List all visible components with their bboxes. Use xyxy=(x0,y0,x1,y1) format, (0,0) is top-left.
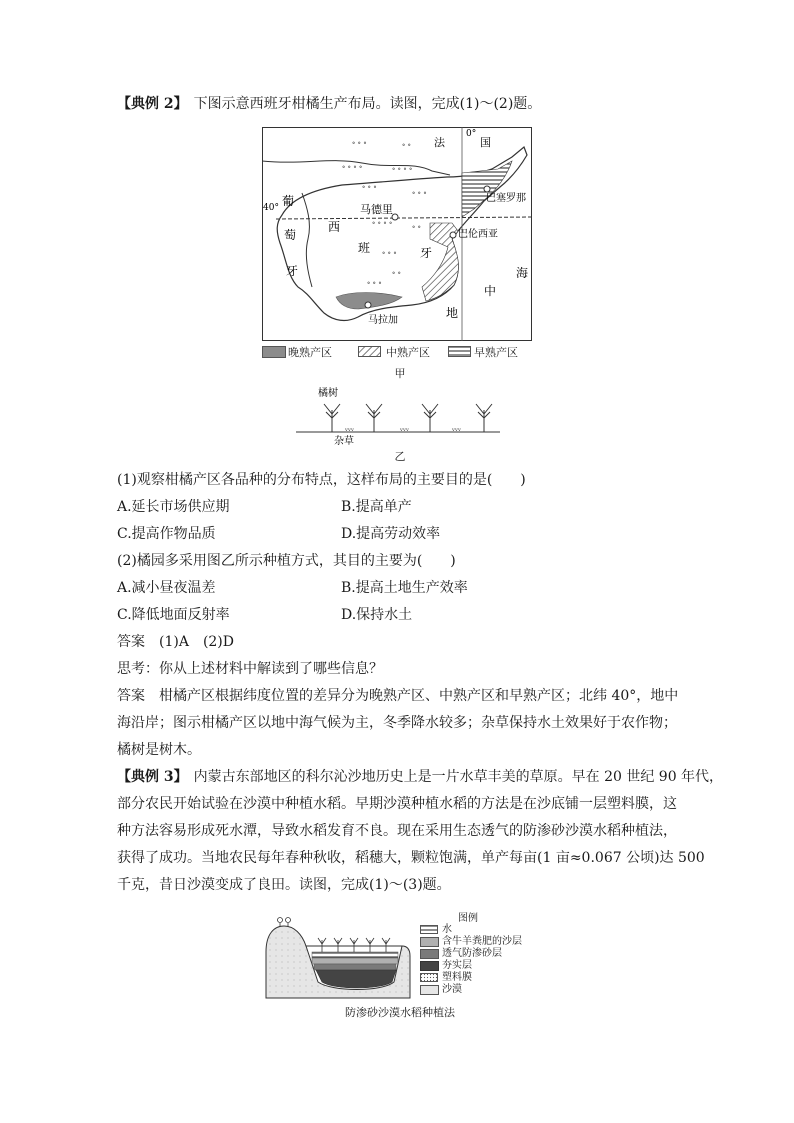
map-legend xyxy=(262,345,552,359)
label-barcelona: 巴塞罗那 xyxy=(486,193,526,204)
rice-legend-desert: 沙漠 xyxy=(442,984,462,995)
q1-stem: (1)观察柑橘产区各品种的分布特点，这样布局的主要目的是( ) xyxy=(117,472,526,488)
q1-option-c[interactable]: C.提高作物品质 xyxy=(117,526,216,542)
rice-legend-manure: 含牛羊粪肥的沙层 xyxy=(442,936,522,947)
svg-text:ᵥᵥᵥ: ᵥᵥᵥ xyxy=(400,424,409,433)
example3-line-3: 种方法容易形成死水潭，导致水稻发育不良。现在采用生态透气的防渗砂沙漠水稻种植法， xyxy=(117,823,677,839)
diagram-caption: 乙 xyxy=(394,450,406,463)
svg-text:ᐤ ᐤ: ᐤ ᐤ xyxy=(402,142,411,151)
example3-line-1 xyxy=(117,767,723,787)
example3-line-4: 获得了成功。当地农民每年春种秋收，稻穗大，颗粒饱满，单产每亩(1 亩≈0.067 公顷)达 500 xyxy=(117,850,705,866)
example2-heading xyxy=(117,94,541,114)
rice-legend-water: 水 xyxy=(442,924,452,935)
example3-line-2: 部分农民开始试验在沙漠中种植水稻。早期沙漠种植水稻的方法是在沙底铺一层塑料膜，这 xyxy=(117,796,677,812)
legend-early-label: 早熟产区 xyxy=(474,346,518,359)
spain-citrus-map xyxy=(262,127,532,341)
barcelona-dot xyxy=(484,186,490,192)
legend-late-swatch xyxy=(262,346,286,358)
svg-text:ᐤ ᐤ: ᐤ ᐤ xyxy=(412,224,421,233)
think-answer-1: 答案 柑橘产区根据纬度位置的差异分为晚熟产区、中熟产区和早熟产区；北纬 40°，地中 xyxy=(117,688,679,704)
svg-text:ᐤ ᐤ: ᐤ ᐤ xyxy=(392,270,401,279)
example3-text-1: 内蒙古东部地区的科尔沁沙地历史上是一片水草丰美的草原。早在 20 世纪 90 年代， xyxy=(193,769,724,785)
label-tao: 萄 xyxy=(284,228,297,242)
svg-text:ᐤ ᐤ ᐤ: ᐤ ᐤ ᐤ xyxy=(412,190,427,199)
svg-text:ᵥᵥᵥ: ᵥᵥᵥ xyxy=(345,424,354,433)
example3-tag: 【典例 3】 xyxy=(117,769,188,785)
svg-text:ᐤ ᐤ ᐤ ᐤ: ᐤ ᐤ ᐤ ᐤ xyxy=(342,164,363,173)
svg-text:ᐤ ᐤ ᐤ: ᐤ ᐤ ᐤ xyxy=(382,250,397,259)
label-ban: 班 xyxy=(358,241,371,255)
map-caption: 甲 xyxy=(394,367,406,380)
label-di: 地 xyxy=(446,306,459,320)
svg-text:ᵥᵥᵥ: ᵥᵥᵥ xyxy=(452,424,461,433)
rice-legend-compact: 夯实层 xyxy=(442,960,472,971)
grass-label: 杂草 xyxy=(334,436,354,446)
map-lon-label: 0° xyxy=(466,129,477,139)
q2-option-c[interactable]: C.降低地面反射率 xyxy=(117,607,230,623)
label-valencia: 巴伦西亚 xyxy=(458,229,498,240)
rice-legend xyxy=(420,924,540,996)
tree-label: 橘树 xyxy=(318,388,338,399)
rice-legend-title: 图例 xyxy=(458,913,478,924)
rice-legend-seepage: 透气防渗砂层 xyxy=(442,948,502,959)
map-lat-label: 40° xyxy=(263,203,279,213)
svg-text:ᐤ ᐤ ᐤ ᐤ: ᐤ ᐤ ᐤ ᐤ xyxy=(372,220,393,229)
label-ya-es: 牙 xyxy=(420,246,433,260)
rice-legend-film: 塑料膜 xyxy=(442,972,472,983)
rice-field-diagram xyxy=(262,912,412,1000)
q1-option-a[interactable]: A.延长市场供应期 xyxy=(117,499,230,515)
answer-line: 答案 (1)A (2)D xyxy=(117,634,234,650)
label-malaga: 马拉加 xyxy=(368,315,398,326)
orchard-diagram xyxy=(290,384,505,446)
label-madrid: 马德里 xyxy=(360,203,393,216)
legend-middle-label: 中熟产区 xyxy=(386,346,430,359)
q2-option-d[interactable]: D.保持水土 xyxy=(341,607,413,623)
label-zhong: 中 xyxy=(484,284,497,298)
q2-option-b[interactable]: B.提高土地生产效率 xyxy=(341,580,468,596)
example3-line-5: 千克，昔日沙漠变成了良田。读图，完成(1)～(3)题。 xyxy=(117,877,451,893)
malaga-dot xyxy=(365,302,371,308)
label-xi: 西 xyxy=(328,220,341,234)
svg-text:ᐤ ᐤ ᐤ: ᐤ ᐤ ᐤ xyxy=(367,280,382,289)
svg-text:ᐤ ᐤ ᐤ ᐤ: ᐤ ᐤ ᐤ ᐤ xyxy=(392,166,413,175)
label-guo: 国 xyxy=(480,136,491,149)
label-pu: 葡 xyxy=(282,194,295,208)
valencia-dot xyxy=(450,232,456,238)
q1-option-b[interactable]: B.提高单产 xyxy=(341,499,412,515)
q2-option-a[interactable]: A.减小昼夜温差 xyxy=(117,580,216,596)
q2-stem: (2)橘园多采用图乙所示种植方式，其目的主要为( ) xyxy=(117,553,456,569)
svg-text:ᐤ ᐤ ᐤ: ᐤ ᐤ ᐤ xyxy=(352,140,367,149)
think-answer-3: 橘树是树木。 xyxy=(117,742,201,758)
label-fa: 法 xyxy=(434,136,445,149)
rice-figure-caption: 防渗砂沙漠水稻种植法 xyxy=(345,1006,455,1019)
legend-late-label: 晚熟产区 xyxy=(288,346,332,359)
think-question: 思考：你从上述材料中解读到了哪些信息？ xyxy=(117,661,383,677)
think-answer-2: 海沿岸；图示柑橘产区以地中海气候为主，冬季降水较多；杂草保持水土效果好于农作物； xyxy=(117,715,677,731)
svg-text:ᐤ ᐤ ᐤ: ᐤ ᐤ ᐤ xyxy=(362,184,377,193)
example2-intro: 下图示意西班牙柑橘生产布局。读图，完成(1)～(2)题。 xyxy=(193,96,542,112)
example2-tag: 【典例 2】 xyxy=(117,96,188,112)
label-ya-pt: 牙 xyxy=(286,264,299,278)
label-hai: 海 xyxy=(516,266,529,280)
q1-option-d[interactable]: D.提高劳动效率 xyxy=(341,526,441,542)
